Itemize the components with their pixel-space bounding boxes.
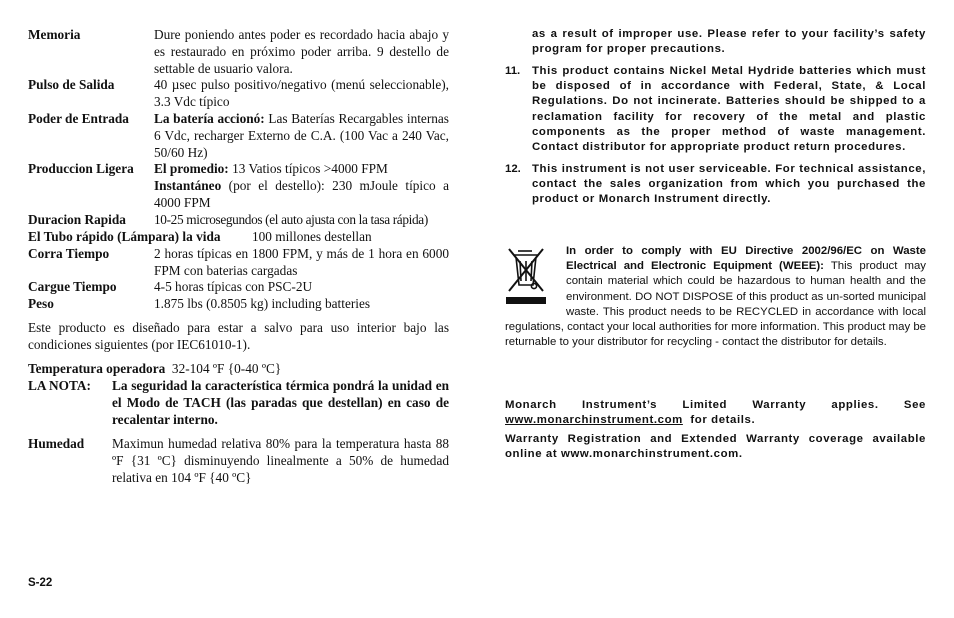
- warranty-registration: Warranty Registration and Extended Warranty coverage available online at www.monarchinstrument.com.: [505, 433, 926, 461]
- item-11-text: This product contains Nickel Metal Hydride batteries which must be disposed of in accordance with Federal, State, & Local Regulations. Do not incinerate. Batteries should be shipped to a reclamation facility for recovery of the metal and plastic components as the proper method of waste management. Contact distributor for appropriate product return procedures.: [532, 65, 926, 154]
- spec-value: 100 millones destellan: [252, 229, 372, 244]
- spec-value: Dure poniendo antes poder es recordado hacia abajo y es restaurado en próximo poder arriba. 9 destello de settable de usuario valora.: [154, 27, 449, 76]
- spec-label: Pulso de Salida: [28, 77, 115, 92]
- environment-paragraph: Este producto es diseñado para estar a salvo para uso interior bajo las condiciones siguientes (por IEC61010-1).: [28, 320, 449, 352]
- spec-value: 4-5 horas típicas con PSC-2U: [154, 279, 313, 294]
- spec-value-bold: La batería accionó:: [154, 111, 265, 126]
- item-12-number: 12.: [505, 163, 521, 175]
- spec-value: [154, 111, 449, 161]
- weee-bold-text: In order to comply with EU Directive 2002/96/EC on Waste Electrical and Electronic Equipment (WEEE):: [566, 245, 926, 273]
- warranty-line: Monarch Instrument’s Limited Warranty applies. See: [505, 399, 926, 411]
- spec-label: Duracion Rapida: [28, 212, 126, 227]
- note-text: La seguridad la característica térmica pondrá la unidad en el Modo de TACH (las paradas que destellan) en caso de recalentar interno.: [112, 378, 449, 427]
- note-label: LA NOTA:: [28, 378, 91, 393]
- spec-label: Poder de Entrada: [28, 111, 129, 126]
- spec-value: 10-25 microsegundos (el auto ajusta con la tasa rápida): [154, 212, 428, 227]
- spec-value-bold: El promedio:: [154, 161, 229, 176]
- weee-icon-spacer: [505, 244, 566, 320]
- temp-value: 32-104 ºF {0-40 ºC}: [171, 361, 282, 376]
- spec-value-text-2: (por el destello): 230 mJoule típico a 4000 FPM: [154, 177, 449, 210]
- temp-label: Temperatura operadora: [28, 361, 166, 376]
- spec-value-bold-2: Instantáneo: [154, 177, 222, 193]
- item-10-continuation: as a result of improper use. Please refer to your facility’s safety program for proper precautions.: [532, 28, 926, 56]
- spec-value-text: 13 Vatios típicos >4000 FPM: [228, 161, 388, 176]
- humidity-text: Maximun humedad relativa 80% para la temperatura hasta 88 ºF {31 ºC} disminuyendo linealmente a 50% de humedad relativa en 104 ºF {40 ºC}: [112, 436, 449, 485]
- spec-label: Produccion Ligera: [28, 161, 134, 176]
- spec-label: El Tubo rápido (Lámpara) la vida: [28, 229, 221, 244]
- warranty-link[interactable]: www.monarchinstrument.com: [505, 414, 683, 427]
- weee-statement: [505, 244, 926, 350]
- item-11-number: 11.: [505, 65, 521, 77]
- spec-label: Peso: [28, 296, 54, 311]
- item-12-text: This instrument is not user serviceable. For technical assistance, contact the sales organization from which you purchased the product or Monarch Instrument directly.: [532, 163, 926, 206]
- warranty-statement: [505, 398, 926, 428]
- warranty-tail: for details.: [690, 414, 756, 427]
- spec-label: Memoria: [28, 27, 81, 42]
- spec-label: Corra Tiempo: [28, 246, 110, 261]
- spec-value: [154, 161, 449, 211]
- spec-value: 1.875 lbs (0.8505 kg) including batteries: [154, 296, 371, 311]
- spec-value: 2 horas típicas en 1800 FPM, y más de 1 hora en 6000 FPM con baterias cargadas: [154, 246, 449, 278]
- weee-body-text: This product may contain material which could be hazardous to human health and the environment. DO NOT DISPOSE of this product as un-sorted municipal waste. This product needs to be RECYCLED in accordance with local regulations, contact your local authorities for more information. This product may be returnable to your distributor for recycling - contact the distributor for details.: [505, 260, 926, 349]
- spec-label: Cargue Tiempo: [28, 279, 117, 294]
- operating-temperature: [28, 361, 449, 378]
- spec-value-text: Las Baterías Recargables internas 6 Vdc, recharger Externo de C.A. (100 Vac a 240 Vac, 50/60 Hz): [154, 111, 449, 160]
- spec-value: 40 µsec pulso positivo/negativo (menú seleccionable), 3.3 Vdc típico: [154, 77, 449, 109]
- page-number: S-22: [28, 577, 53, 589]
- humidity-label: Humedad: [28, 436, 85, 451]
